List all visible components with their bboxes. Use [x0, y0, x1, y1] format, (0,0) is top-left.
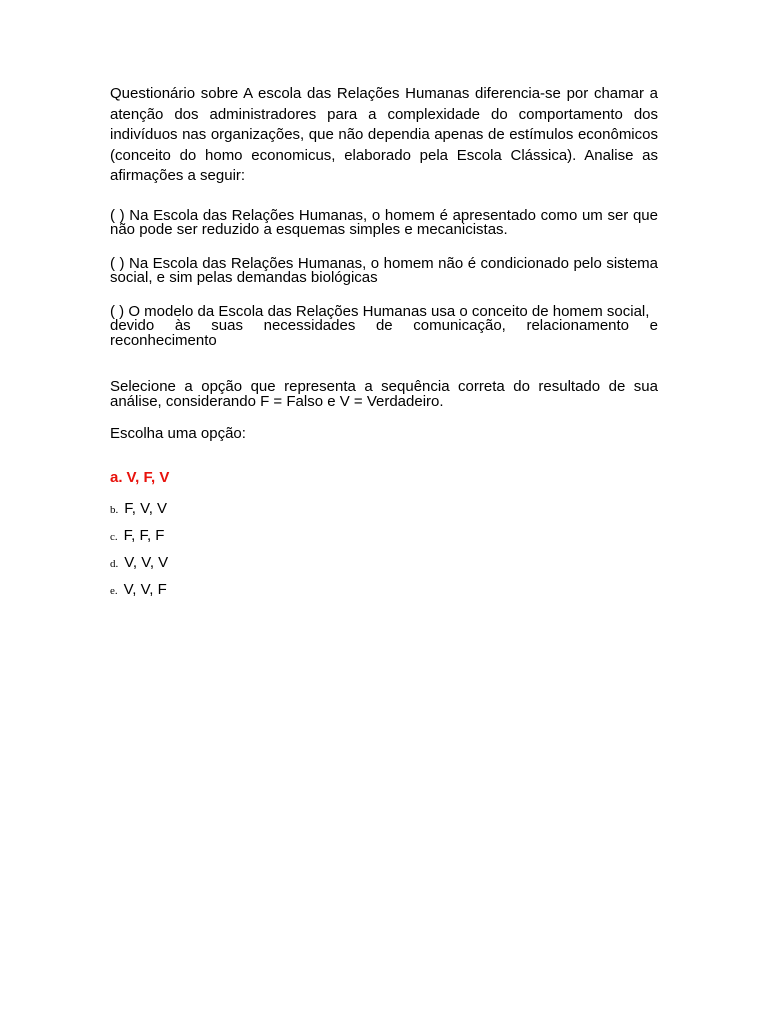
- option-a-letter: a.: [110, 469, 123, 486]
- option-d[interactable]: [110, 554, 658, 581]
- option-a-text: V, F, V: [126, 469, 170, 486]
- option-d-letter: d.: [110, 558, 119, 570]
- option-e-text: V, V, F: [123, 581, 167, 598]
- option-e-letter: e.: [110, 585, 118, 597]
- option-b-letter: b.: [110, 504, 119, 516]
- statement-3: [110, 302, 658, 349]
- option-b-text: F, V, V: [124, 500, 168, 517]
- answer-options: [110, 469, 658, 608]
- select-prompt: Selecione a opção que representa a sequência correta do resultado de sua análise, considerando F = Falso e V = Verdadeiro.: [110, 378, 658, 410]
- statement-1: ( ) Na Escola das Relações Humanas, o homem é apresentado como um ser que não pode ser reduzido a esquemas simples e mecanicistas.: [110, 206, 658, 238]
- question-intro: Questionário sobre A escola das Relações Humanas diferencia-se por chamar a atenção dos administradores para a complexidade do comportamento dos indivíduos nas organizações, que não dependia apenas de estímulos econômicos (conceito do homo economicus, elaborado pela Escola Clássica). Analise as afirmações a seguir:: [110, 85, 658, 184]
- statement-3-line-1: ( ) O modelo da Escola das Relações Humanas usa o conceito de homem social,: [110, 302, 650, 320]
- statement-2: ( ) Na Escola das Relações Humanas, o homem não é condicionado pelo sistema social, e sim pelas demandas biológicas: [110, 254, 658, 286]
- option-c-text: F, F, F: [123, 527, 165, 544]
- option-d-text: V, V, V: [124, 554, 169, 571]
- statement-3-line-3: reconhecimento: [110, 331, 217, 349]
- statement-3-line-2: devido às suas necessidades de comunicação, relacionamento e: [110, 317, 658, 334]
- choose-option-label: Escolha uma opção:: [110, 425, 246, 442]
- option-c[interactable]: [110, 527, 658, 554]
- question-page: [110, 84, 658, 608]
- option-b[interactable]: [110, 500, 658, 527]
- option-a[interactable]: [110, 469, 658, 500]
- option-c-letter: c.: [110, 531, 118, 543]
- option-e[interactable]: [110, 581, 658, 608]
